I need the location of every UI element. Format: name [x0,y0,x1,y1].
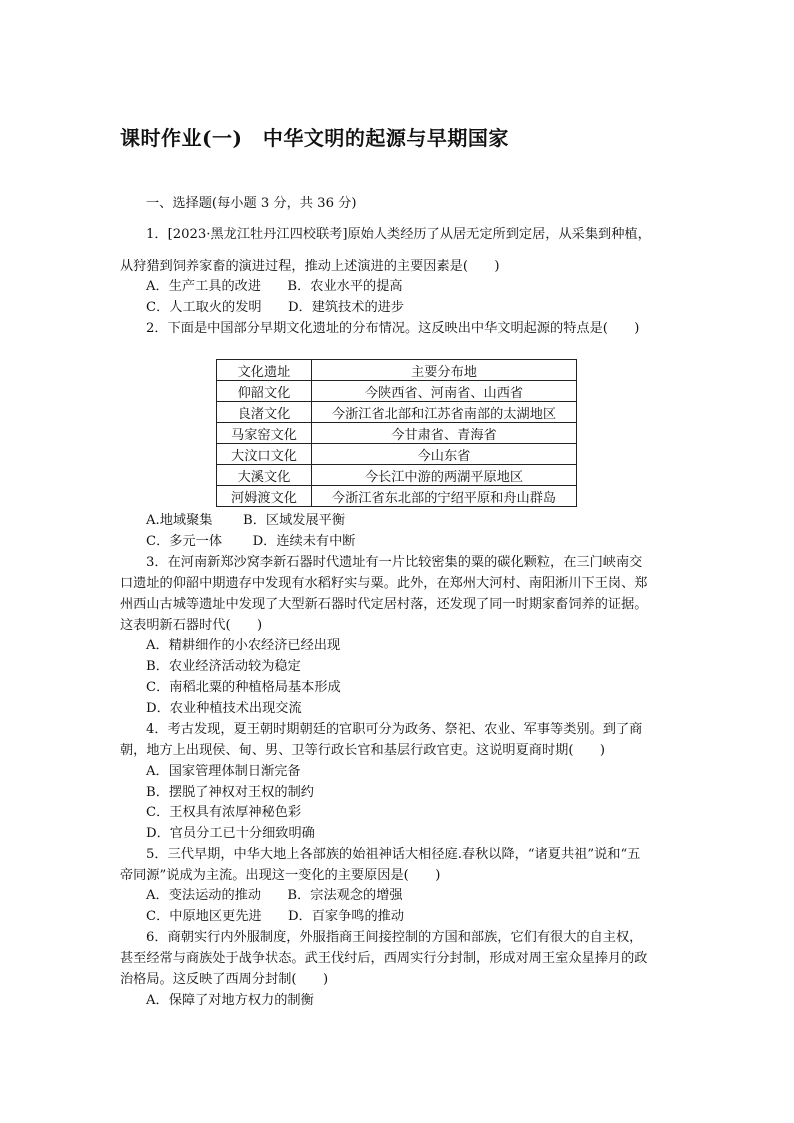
q6-option-a: A．保障了对地方权力的制衡 [146,993,314,1008]
q5-line1: 5．三代早期，中华大地上各部族的始祖神话大相径庭.春秋以降，“诸夏共祖”说和“五 [146,847,641,862]
table-cell: 今陕西省、河南省、山西省 [312,381,577,402]
q6-line2: 甚至经常与商族处于战争状态。武王伐纣后，西周实行分封制，形成对周王室众星捧月的政 [120,951,648,966]
q1-options-cd: C．人工取火的发明 D．建筑技术的进步 [146,300,405,315]
table-cell: 今长江中游的两湖平原地区 [312,465,577,486]
culture-sites-table [216,359,577,507]
table-cell: 大溪文化 [217,465,312,486]
q5-options-cd: C．中原地区更先进 D．百家争鸣的推动 [146,909,405,924]
q5-options-ab: A．变法运动的推动 B．宗法观念的增强 [146,888,403,903]
table-cell: 今浙江省北部和江苏省南部的太湖地区 [312,402,577,423]
q3-line2: 口遗址的仰韶中期遗存中发现有水稻籽实与粟。此外，在郑州大河村、南阳淅川下王岗、郑 [120,576,648,591]
q6-line3: 治格局。这反映了西周分封制( ) [120,972,329,987]
q1-line2: 从狩猎到饲养家畜的演进过程，推动上述演进的主要因素是( ) [120,259,500,274]
q3-line1: 3．在河南新郑沙窝李新石器时代遗址有一片比较密集的粟的碳化颗粒，在三门峡南交 [146,555,643,570]
q3-option-b: B．农业经济活动较为稳定 [146,659,301,674]
q2-line1: 2．下面是中国部分早期文化遗址的分布情况。这反映出中华文明起源的特点是( ) [146,321,640,336]
q1-line1: 1．[2023·黑龙江牡丹江四校联考]原始人类经历了从居无定所到定居，从采集到种植， [146,227,651,242]
q2-options-ab: A.地域聚集 B．区域发展平衡 [146,513,346,528]
q1-options-ab: A．生产工具的改进 B．农业水平的提高 [146,279,403,294]
table-row [217,381,577,402]
table-row [217,465,577,486]
q2-options-cd: C．多元一体 D．连续未有中断 [146,534,356,549]
q4-option-c: C．王权具有浓厚神秘色彩 [146,805,302,820]
table-header: 文化遗址 [217,360,312,381]
table-row [217,444,577,465]
q3-line4: 这表明新石器时代( ) [120,618,263,633]
q3-option-a: A．精耕细作的小农经济已经出现 [146,638,341,653]
q6-line1: 6．商朝实行内外服制度，外服指商王间接控制的方国和部族，它们有很大的自主权， [146,930,643,945]
table-cell: 大汶口文化 [217,444,312,465]
table-cell: 今山东省 [312,444,577,465]
table-header: 主要分布地 [312,360,577,381]
q3-option-c: C．南稻北粟的种植格局基本形成 [146,680,341,695]
table-cell: 良渚文化 [217,402,312,423]
table-cell: 河姆渡文化 [217,486,312,507]
table-header-row [217,360,577,381]
table-cell: 今浙江省东北部的宁绍平原和舟山群岛 [312,486,577,507]
table-cell: 今甘肃省、青海省 [312,423,577,444]
section-heading: 一、选择题(每小题 3 分，共 36 分) [146,196,357,211]
q4-option-d: D．官员分工已十分细致明确 [146,826,315,841]
q3-option-d: D．农业种植技术出现交流 [146,701,302,716]
table-row [217,486,577,507]
q4-line2: 朝，地方上出现侯、甸、男、卫等行政长官和基层行政官吏。这说明夏商时期( ) [120,743,606,758]
q3-line3: 州西山古城等遗址中发现了大型新石器时代定居村落，还发现了同一时期家畜饲养的证据。 [120,597,648,612]
table-cell: 仰韶文化 [217,381,312,402]
table-row [217,402,577,423]
page-title: 课时作业(一) 中华文明的起源与早期国家 [120,126,509,150]
table-cell: 马家窑文化 [217,423,312,444]
q4-line1: 4．考古发现，夏王朝时期朝廷的官职可分为政务、祭祀、农业、军事等类别。到了商 [146,722,643,737]
q4-option-a: A．国家管理体制日渐完备 [146,764,301,779]
q4-option-b: B．摆脱了神权对王权的制约 [146,785,314,800]
q5-line2: 帝同源”说成为主流。出现这一变化的主要原因是( ) [120,868,441,883]
table-row [217,423,577,444]
